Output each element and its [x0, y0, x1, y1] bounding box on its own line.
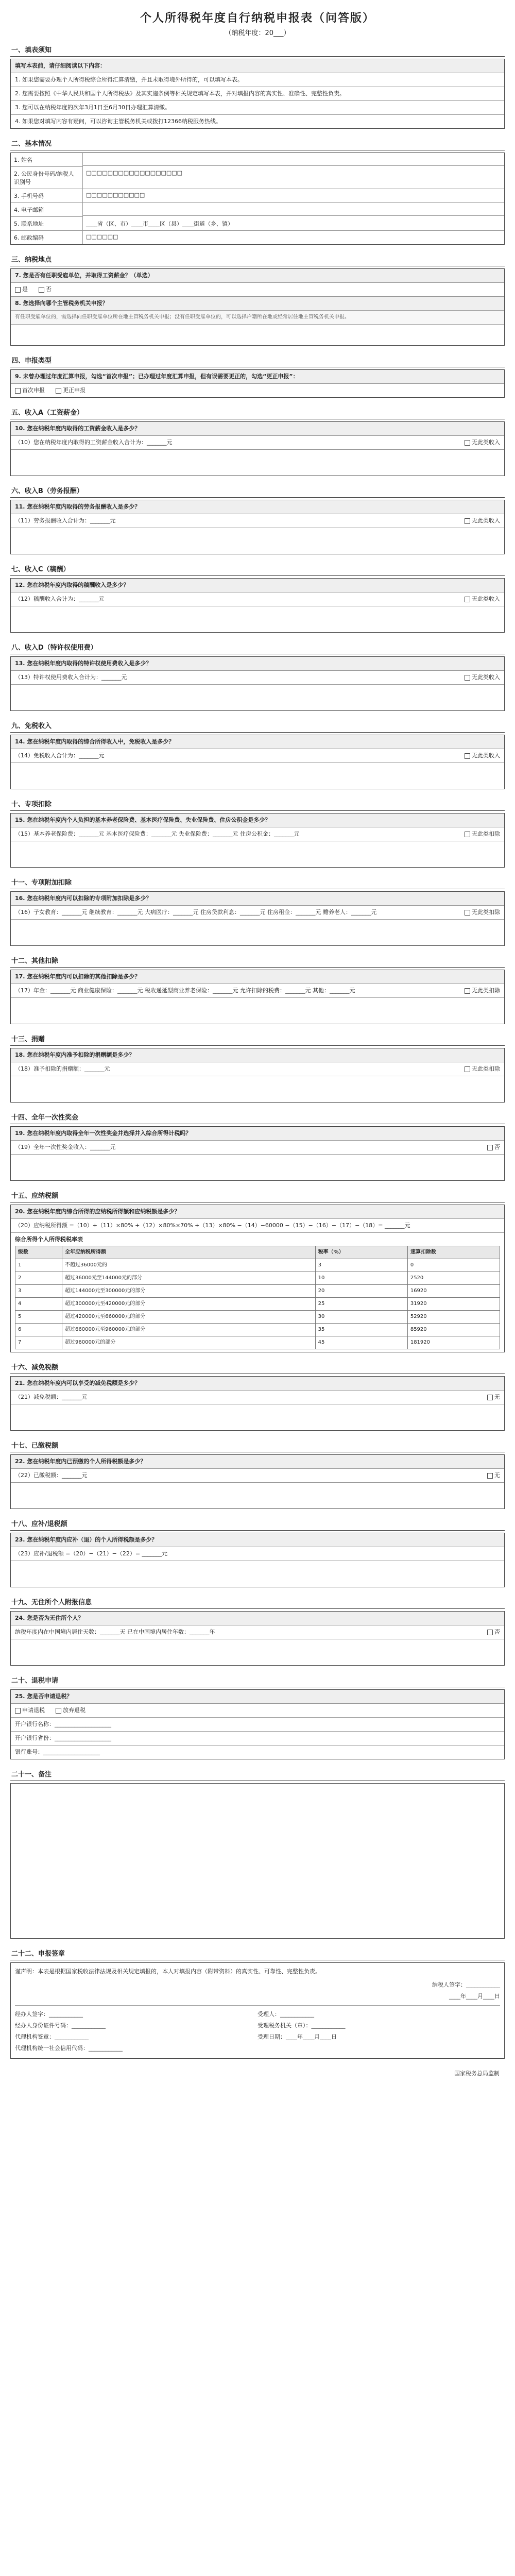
table-cell: 30 [315, 1311, 407, 1324]
section-heading: 十、专项扣除 [10, 796, 505, 811]
answer-row [11, 1625, 504, 1639]
address-field[interactable]: ____省（区、市）____市____区（县）____街道（乡、镇） [83, 217, 504, 231]
footer-issuer: 国家税务总局监制 [454, 2070, 500, 2077]
section-heading: 一、填表须知 [10, 42, 505, 57]
section-heading: 十一、专项附加扣除 [10, 875, 505, 889]
section-heading: 七、收入C（稿酬） [10, 562, 505, 576]
answer-row [11, 1704, 504, 1718]
refund-box [10, 1689, 505, 1759]
checkbox[interactable] [465, 518, 470, 524]
option-label: 无此类收入 [472, 596, 500, 602]
checkbox[interactable] [15, 1708, 21, 1714]
table-cell: 1 [15, 1259, 62, 1272]
answer-line[interactable]: （18）准予扣除的捐赠额：_______元 [15, 1065, 110, 1072]
section-box [10, 1611, 505, 1666]
checkbox[interactable] [56, 1708, 61, 1714]
section-tax-location [10, 252, 505, 346]
checkbox[interactable] [465, 753, 470, 759]
none-option[interactable] [487, 1393, 500, 1401]
answer-area[interactable] [11, 920, 504, 945]
answer-area[interactable] [11, 1404, 504, 1430]
question: 13. 您在纳税年度内取得的特许权使用费收入是多少？ [11, 657, 504, 671]
none-option[interactable] [487, 1471, 500, 1480]
declaration-type-box [10, 369, 505, 398]
answer-line[interactable]: （10）您在纳税年度内取得的工资薪金收入合计为：_______元 [15, 439, 173, 446]
section-instructions [10, 42, 505, 129]
answer-row [11, 1547, 504, 1561]
table-cell: 4 [15, 1298, 62, 1311]
table-cell: 7 [15, 1336, 62, 1349]
question: 9. 未曾办理过年度汇算申报，勾选“首次申报”；已办理过年度汇算申报，但有误需要更正的，勾选“更正申报”： [11, 370, 504, 384]
question: 20. 您在纳税年度内综合所得的应纳税所得额和应纳税额是多少？ [11, 1205, 504, 1219]
option-label: 申请退税 [22, 1707, 45, 1714]
checkbox[interactable] [15, 388, 21, 394]
answer-line[interactable]: （23）应补/退税额 =（20）−（21）−（22）= _______元 [15, 1550, 168, 1557]
question: 17. 您在纳税年度内可以扣除的其他扣除是多少？ [11, 970, 504, 984]
table-cell: 20 [315, 1285, 407, 1298]
section-signature [10, 1946, 505, 2059]
rate-table-title: 综合所得个人所得税税率表 [15, 1236, 83, 1243]
checkbox[interactable] [15, 287, 21, 293]
section-block [10, 483, 505, 554]
table-cell: 0 [407, 1259, 500, 1272]
checkbox[interactable] [56, 388, 61, 394]
table-cell: 181920 [407, 1336, 500, 1349]
answer-line[interactable]: （12）稿酬收入合计为：_______元 [15, 596, 105, 602]
question: 21. 您在纳税年度内可以享受的减免税额是多少？ [11, 1377, 504, 1391]
question: 7. 您是否有任职受雇单位，并取得工资薪金？（单选） [11, 269, 504, 283]
instruction-item: 3. 您可以在纳税年度的次年3月1日至6月30日办理汇算清缴。 [11, 101, 504, 115]
section-block [10, 875, 505, 946]
hint-text: 有任职受雇单位的，需选择向任职受雇单位所在地主管税务机关申报；没有任职受雇单位的，可以选择户籍所在地或经常居住地主管税务机关申报。 [11, 311, 504, 325]
page-title: 个人所得税年度自行纳税申报表（问答版） [140, 12, 375, 25]
table-row [15, 1272, 500, 1285]
answer-area[interactable] [11, 685, 504, 710]
postcode-field[interactable]: □□□□□□ [86, 233, 118, 240]
none-option[interactable] [487, 1628, 500, 1636]
section-box [10, 656, 505, 711]
section-block [10, 1595, 505, 1666]
section-box [10, 578, 505, 633]
none-option[interactable] [465, 752, 500, 760]
tax-payable-box [10, 1205, 505, 1352]
question: 25. 您是否申请退税？ [11, 1690, 504, 1704]
answer-line[interactable]: （17）年金：_______元 商业健康保险：_______元 税收递延型商业养老保险：_______元 允许扣除的税费：_______元 其他：_______元 [15, 987, 355, 994]
answer-row [11, 283, 504, 297]
section-block [10, 1360, 505, 1431]
option-label: 否 [45, 286, 52, 293]
agent-signature-field[interactable]: 经办人签字：____________ [15, 2011, 83, 2018]
option-label: 无此类收入 [472, 752, 500, 759]
section-block [10, 718, 505, 789]
option-label: 是 [22, 286, 28, 293]
answer-area[interactable] [11, 763, 504, 789]
bank-account-field[interactable]: 银行账号：____________________ [15, 1749, 100, 1755]
email-field[interactable] [83, 203, 504, 216]
section-block [10, 1516, 505, 1587]
agent-id-field[interactable]: 经办人身份证件号码：____________ [15, 2022, 106, 2029]
none-option[interactable] [465, 987, 500, 995]
none-option[interactable] [465, 908, 500, 917]
checkbox[interactable] [487, 1395, 493, 1400]
question: 22. 您在纳税年度内已预缴的个人所得税额是多少？ [11, 1455, 504, 1469]
none-option[interactable] [465, 595, 500, 603]
section-box [10, 1126, 505, 1181]
instruction-item: 2. 您需要按照《中华人民共和国个人所得税法》及其实施条例等相关规定填写本表，并对填报内容的真实性、准确性、完整性负责。 [11, 87, 504, 101]
answer-line[interactable]: （13）特许权使用费收入合计为：_______元 [15, 674, 127, 681]
option-label: 无此类收入 [472, 439, 500, 446]
agency-stamp-field[interactable]: 代理机构签章：____________ [15, 2033, 89, 2040]
option-label: 否 [494, 1144, 500, 1150]
answer-row [11, 592, 504, 606]
field-label: 1. 姓名 [11, 153, 83, 167]
section-heading: 十七、已缴税额 [10, 1438, 505, 1452]
table-cell: 25 [315, 1298, 407, 1311]
table-cell: 超过960000元的部分 [62, 1336, 316, 1349]
answer-area[interactable] [11, 528, 504, 554]
answer-area[interactable] [11, 1639, 504, 1665]
answer-area[interactable] [11, 998, 504, 1024]
checkbox[interactable] [465, 988, 470, 994]
instruction-item: 4. 如果您对填写内容有疑问，可以咨询主管税务机关或拨打12366纳税服务热线。 [15, 118, 221, 125]
answer-row [11, 984, 504, 998]
page-subtitle: （纳税年度：20___） [225, 29, 290, 37]
answer-row [11, 906, 504, 920]
table-row [15, 1285, 500, 1298]
phone-field[interactable]: □□□□□□□□□□□ [83, 189, 504, 203]
answer-line[interactable]: （14）免税收入合计为：_______元 [15, 752, 105, 759]
section-block [10, 1110, 505, 1181]
answer-area[interactable] [11, 325, 504, 345]
question: 23. 您在纳税年度内应补（退）的个人所得税额是多少？ [11, 1533, 504, 1547]
answer-area[interactable] [11, 1155, 504, 1180]
option-label: 无此类扣除 [472, 1065, 500, 1072]
table-cell: 3 [15, 1285, 62, 1298]
table-header: 速算扣除数 [407, 1246, 500, 1259]
receiver-field[interactable]: 受理人：____________ [258, 2011, 314, 2018]
question: 19. 您在纳税年度内取得全年一次性奖金并选择并入综合所得计税吗？ [11, 1127, 504, 1141]
rate-table-wrap [11, 1233, 504, 1352]
section-heading: 五、收入A（工资薪金） [10, 405, 505, 419]
section-box [10, 1376, 505, 1431]
option-label: 放弃退税 [62, 1707, 85, 1714]
section-heading: 二十、退税申请 [10, 1673, 505, 1687]
answer-row [11, 1141, 504, 1155]
instruction-item: 1. 如果您需要办理个人所得税综合所得汇算清缴，并且未取得境外所得的，可以填写本表。 [11, 73, 504, 87]
section-box [10, 735, 505, 789]
declaration-text: 谨声明：本表是根据国家税收法律法规及相关规定填报的，本人对填报内容（附带资料）的真实性、可靠性、完整性负责。 [15, 1968, 321, 1975]
answer-area[interactable] [11, 841, 504, 867]
id-number-field[interactable]: □□□□□□□□□□□□□□□□□□ [83, 167, 504, 189]
name-field[interactable] [83, 153, 504, 166]
checkbox[interactable] [487, 1630, 493, 1635]
agency-credit-code-field[interactable]: 代理机构统一社会信用代码：____________ [15, 2045, 123, 2052]
section-box [10, 891, 505, 946]
receiving-office-field[interactable]: 受理税务机关（章）：____________ [258, 2022, 346, 2029]
table-header: 税率（%） [315, 1246, 407, 1259]
none-option[interactable] [465, 1065, 500, 1073]
section-heading: 十二、其他扣除 [10, 953, 505, 968]
question: 24. 您是否为无住所个人？ [11, 1612, 504, 1625]
table-cell: 52920 [407, 1311, 500, 1324]
section-remarks [10, 1767, 505, 1939]
none-option[interactable] [465, 673, 500, 682]
section-heading: 二、基本情况 [10, 136, 505, 150]
section-refund [10, 1673, 505, 1759]
answer-area[interactable] [11, 450, 504, 476]
income-deduction-sections [10, 405, 505, 1181]
table-cell: 超过420000元至660000元的部分 [62, 1311, 316, 1324]
question: 12. 您在纳税年度内取得的稿酬收入是多少？ [11, 579, 504, 592]
answer-row [11, 1469, 504, 1483]
answer-row [11, 827, 504, 841]
section-box [10, 500, 505, 554]
section-heading: 六、收入B（劳务报酬） [10, 483, 505, 498]
answer-row [11, 1391, 504, 1404]
answer-line[interactable]: （11）劳务报酬收入合计为：_______元 [15, 517, 116, 524]
table-cell: 85920 [407, 1324, 500, 1336]
field-label: 6. 邮政编码 [11, 231, 83, 244]
none-option[interactable] [465, 517, 500, 525]
bank-name-field[interactable]: 开户银行名称：____________________ [11, 1718, 504, 1732]
table-cell: 不超过36000元的 [62, 1259, 316, 1272]
question: 18. 您在纳税年度内准予扣除的捐赠额是多少？ [11, 1048, 504, 1062]
section-block [10, 796, 505, 868]
answer-row [11, 671, 504, 685]
answer-row [11, 436, 504, 450]
section-block [10, 562, 505, 633]
section-heading: 九、免税收入 [10, 718, 505, 733]
option-label: 否 [494, 1629, 500, 1635]
section-heading: 十四、全年一次性奖金 [10, 1110, 505, 1124]
table-cell: 35 [315, 1324, 407, 1336]
question: 10. 您在纳税年度内取得的工资薪金收入是多少？ [11, 422, 504, 436]
question: 15. 您在纳税年度内个人负担的基本养老保险费、基本医疗保险费、失业保险费、住房公积金是多少？ [11, 814, 504, 827]
none-option[interactable] [465, 830, 500, 838]
section-box [10, 970, 505, 1024]
option-label: 首次申报 [22, 387, 45, 394]
table-row [15, 1324, 500, 1336]
section-heading: 十八、应补/退税额 [10, 1516, 505, 1531]
receive-date-field[interactable]: 受理日期：____年____月____日 [258, 2033, 337, 2040]
instructions-box [10, 59, 505, 129]
section-declaration-type [10, 353, 505, 398]
table-cell: 2 [15, 1272, 62, 1285]
question: 16. 您在纳税年度内可以扣除的专项附加扣除是多少？ [11, 892, 504, 906]
section-heading: 三、纳税地点 [10, 252, 505, 266]
checkbox[interactable] [465, 440, 470, 446]
table-cell: 超过144000元至300000元的部分 [62, 1285, 316, 1298]
table-cell: 2520 [407, 1272, 500, 1285]
answer-row [11, 1062, 504, 1076]
table-cell: 16920 [407, 1285, 500, 1298]
section-heading: 二十一、备注 [10, 1767, 505, 1781]
section-heading: 八、收入D（特许权使用费） [10, 640, 505, 654]
section-block [10, 1438, 505, 1509]
option-label: 无此类收入 [472, 517, 500, 524]
table-cell: 5 [15, 1311, 62, 1324]
answer-line[interactable]: （19）全年一次性奖金收入：_______元 [15, 1144, 116, 1150]
section-box [10, 813, 505, 868]
section-block [10, 1031, 505, 1103]
table-cell: 10 [315, 1272, 407, 1285]
answer-area[interactable] [11, 1076, 504, 1102]
basic-info-grid [10, 152, 505, 245]
tail-sections [10, 1360, 505, 1666]
checkbox[interactable] [487, 1473, 493, 1479]
none-option[interactable] [487, 1143, 500, 1151]
table-cell: 超过660000元至960000元的部分 [62, 1324, 316, 1336]
bank-province-field[interactable]: 开户银行省份：____________________ [11, 1732, 504, 1745]
question: 14. 您在纳税年度内取得的综合所得收入中，免税收入是多少？ [11, 735, 504, 749]
signer-field[interactable]: 纳税人签字：____________ [432, 1981, 500, 1988]
checkbox[interactable] [465, 1066, 470, 1072]
option-label: 无此类扣除 [472, 987, 500, 994]
remarks-textarea[interactable] [10, 1783, 505, 1939]
table-cell: 超过36000元至144000元的部分 [62, 1272, 316, 1285]
table-header: 级数 [15, 1246, 62, 1259]
answer-area[interactable] [11, 1561, 504, 1587]
checkbox[interactable] [39, 287, 44, 293]
section-block [10, 405, 505, 476]
sign-date[interactable]: ____年____月____日 [449, 1993, 500, 1999]
checkbox[interactable] [465, 597, 470, 602]
option-label: 更正申报 [62, 387, 85, 394]
section-box [10, 1533, 505, 1587]
none-option[interactable] [465, 438, 500, 447]
checkbox[interactable] [487, 1145, 493, 1150]
answer-line[interactable]: （22）已缴税额：_______元 [15, 1472, 88, 1479]
question: 11. 您在纳税年度内取得的劳务报酬收入是多少？ [11, 500, 504, 514]
signature-box [10, 1962, 505, 2059]
tax-location-box [10, 268, 505, 346]
answer-line[interactable]: （20）应纳税所得额 =（10）+（11）×80% +（12）×80%×70% +（13）×80% −（14）−60000 −（15）−（16）−（17）−（18）= _______元 [11, 1219, 504, 1233]
answer-line[interactable]: 纳税年度内在中国境内居住天数：_______天 已在中国境内居住年数：_______年 [15, 1629, 215, 1635]
table-cell: 45 [315, 1336, 407, 1349]
section-basic-info [10, 136, 505, 245]
section-heading: 十六、减免税额 [10, 1360, 505, 1374]
section-box [10, 1454, 505, 1509]
tax-rate-table [15, 1246, 500, 1349]
question: 8. 您选择向哪个主管税务机关申报？ [11, 297, 504, 311]
option-label: 无 [494, 1472, 500, 1479]
checkbox[interactable] [465, 675, 470, 681]
answer-row [11, 749, 504, 763]
section-heading: 二十二、申报签章 [10, 1946, 505, 1960]
instructions-intro: 填写本表前，请仔细阅读以下内容： [11, 59, 504, 73]
option-label: 无此类扣除 [472, 909, 500, 916]
field-label: 4. 电子邮箱 [11, 203, 83, 217]
table-header: 全年应纳税所得额 [62, 1246, 316, 1259]
section-heading: 十三、捐赠 [10, 1031, 505, 1046]
answer-area[interactable] [11, 1483, 504, 1509]
table-cell: 31920 [407, 1298, 500, 1311]
section-tax-payable [10, 1188, 505, 1352]
field-label: 2. 公民身份号码/纳税人识别号 [11, 167, 83, 189]
checkbox[interactable] [465, 832, 470, 837]
table-row [15, 1311, 500, 1324]
answer-row [11, 514, 504, 528]
field-label: 3. 手机号码 [11, 189, 83, 203]
option-label: 无此类扣除 [472, 831, 500, 837]
answer-line[interactable]: （15）基本养老保险费：_______元 基本医疗保险费：_______元 失业保险费：_______元 住房公积金：_______元 [15, 831, 300, 837]
section-heading: 四、申报类型 [10, 353, 505, 367]
section-block [10, 953, 505, 1024]
table-cell: 6 [15, 1324, 62, 1336]
section-heading: 十五、应纳税额 [10, 1188, 505, 1202]
answer-line[interactable]: （21）减免税额：_______元 [15, 1394, 88, 1400]
section-box [10, 1048, 505, 1103]
table-row [15, 1298, 500, 1311]
section-box [10, 421, 505, 476]
table-row [15, 1336, 500, 1349]
option-label: 无此类收入 [472, 674, 500, 681]
section-heading: 十九、无住所个人附报信息 [10, 1595, 505, 1609]
table-row [15, 1259, 500, 1272]
answer-area[interactable] [11, 606, 504, 632]
option-label: 无 [494, 1394, 500, 1400]
field-label: 5. 联系地址 [11, 217, 83, 231]
checkbox[interactable] [465, 910, 470, 916]
table-cell: 3 [315, 1259, 407, 1272]
answer-line[interactable]: （16）子女教育：_______元 继续教育：_______元 大病医疗：_______元 住房贷款利息：_______元 住房租金：_______元 赡养老人：_______元 [15, 909, 377, 916]
section-block [10, 640, 505, 711]
table-cell: 超过300000元至420000元的部分 [62, 1298, 316, 1311]
answer-row [11, 384, 504, 397]
